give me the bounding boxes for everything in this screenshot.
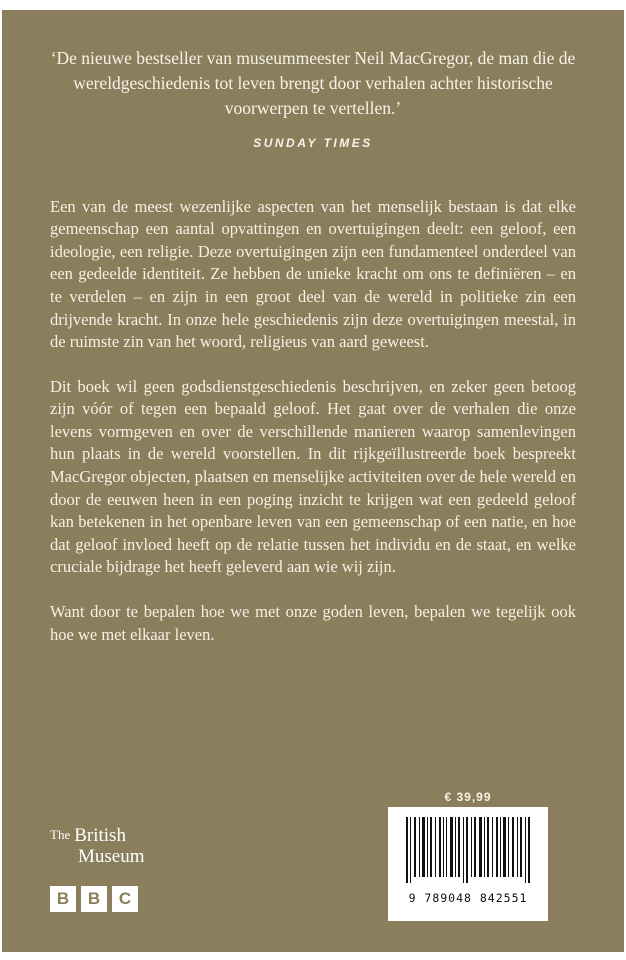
blurb-text: [50, 196, 576, 647]
barcode-bars: [398, 817, 538, 889]
british-museum-logo: [50, 826, 145, 868]
barcode: [388, 807, 548, 921]
review-quote: ‘De nieuwe bestseller van museummeester Neil MacGregor, de man die de wereldgeschiedenis tot leven brengt door verhalen achter historische voorwerpen te vertellen.’: [50, 48, 576, 118]
review-source: SUNDAY TIMES: [253, 135, 373, 150]
british-museum-line1: [50, 826, 145, 847]
bbc-logo: [50, 886, 138, 912]
british-museum-museum: Museum: [78, 845, 145, 867]
book-back-cover: [2, 10, 624, 952]
price-label: € 39,99: [444, 790, 492, 804]
british-museum-the: The: [50, 827, 71, 842]
barcode-digits: 9 789048 842551: [408, 891, 528, 905]
blurb-paragraph-1: Een van de meest wezenlijke aspecten van het menselijk bestaan is dat elke gemeenschap een aantal opvattingen en overtuigingen deelt: een geloof, een ideologie, een religie. Deze overtuigingen zijn een fundamenteel onderdeel van een gedeelde identiteit. Ze hebben de unieke kracht om ons te definiëren – en te verdelen – en zijn in een groot deel van de wereld in politieke zin een drijvende kracht. In onze hele geschiedenis zijn deze overtuigingen meestal, in de ruimste zin van het woord, religieus van aard geweest.: [50, 196, 576, 352]
bbc-letter-box-2: B: [81, 886, 107, 912]
blurb-paragraph-3: Want door te bepalen hoe we met onze goden leven, bepalen we tegelijk ook hoe we met elkaar leven.: [50, 602, 576, 644]
bbc-letter-box-1: B: [50, 886, 76, 912]
bbc-letter-box-3: C: [112, 886, 138, 912]
british-museum-british: British: [74, 825, 126, 846]
blurb-paragraph-2: Dit boek wil geen godsdienstgeschiedenis beschrijven, en zeker geen betoog zijn vóór of tegen een bepaald geloof. Het gaat over de verhalen die onze levens vormgeven en over de verschillende manieren waarop samenlevingen hun plaats in de wereld voorstellen. In dit rijkgeïllustreerde boek bespreekt MacGregor objecten, plaatsen en menselijke activiteiten over de hele wereld en door de eeuwen heen in een poging inzicht te krijgen wat een gedeeld geloof kan betekenen in het openbare leven van een gemeenschap of een natie, en hoe dat geloof invloed heeft op de relatie tussen het individu en de staat, en welke cruciale bijdrage het heeft geleverd aan wie wij zijn.: [50, 376, 576, 577]
